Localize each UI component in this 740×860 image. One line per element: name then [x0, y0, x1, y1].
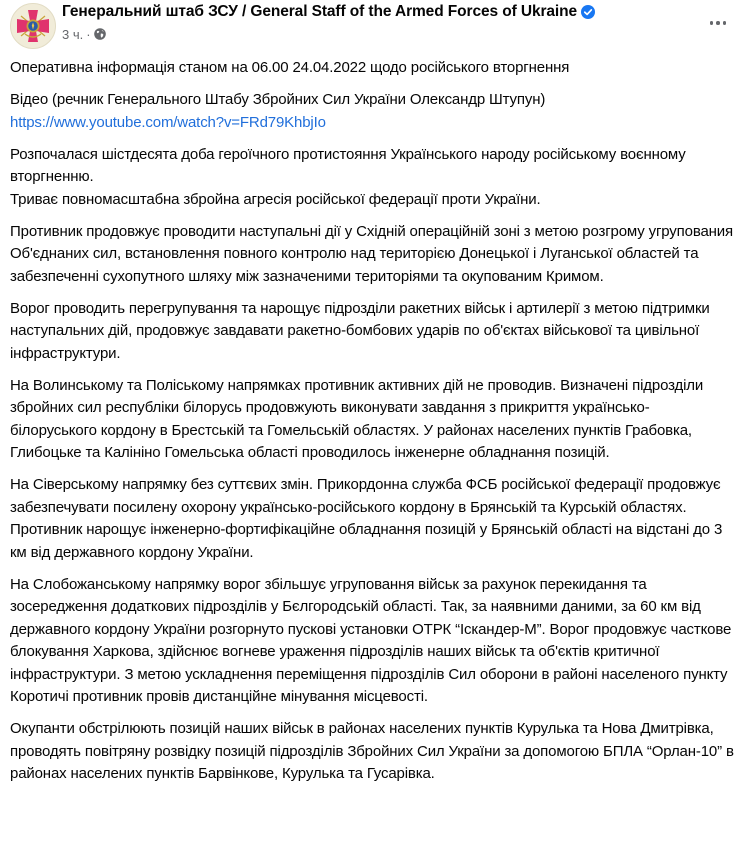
post-paragraph-eastern-zone: Противник продовжує проводити наступальні дії у Східній операційній зоні з метою розгрому угрупования Об'єднаних сил, встановлення повного контролю над територією Донецької і Луганської областей та забезпеченні сухопутного шляху між зазначеними територіями та окупованим Кримом.: [10, 222, 733, 285]
post-paragraph-volyn-polissia: На Волинському та Поліському напрямках противник активних дій не проводив. Визначені підрозділи збройних сил республіки білорусь продовжують виконувати завдання з прикриття українсько-білоруського кордону в Брестській та Гомельській областях. У районах населених пунктів Грабовка, Глибоцьке та Калініно Гомельська області проводилось інженерне обладнання позицій.: [10, 376, 704, 461]
armed-forces-emblem-icon: [11, 4, 55, 48]
author-row: [62, 2, 595, 22]
post-paragraph-regrouping: Ворог проводить перегрупування та нарощує підрозділи ракетних військ і артилерії з метою підтримки наступальних дій, продовжує завдавати ракетно-бомбових ударів по об'єктах військової та цивільної інфраструктури.: [10, 299, 710, 362]
post-header: [0, 0, 740, 52]
post-meta: [62, 26, 106, 42]
more-options-button[interactable]: [700, 14, 736, 32]
globe-icon: [94, 28, 106, 40]
post-paragraph-intro: [10, 144, 736, 212]
post-paragraph-title: Оперативна інформація станом на 06.00 24.04.2022 щодо російського вторгнення: [10, 59, 570, 76]
page-name-link[interactable]: Генеральний штаб ЗСУ / General Staff of the Armed Forces of Ukraine: [62, 3, 578, 20]
video-caption: Відео (речник Генерального Штабу Збройних Сил України Олександр Штупун): [10, 91, 546, 108]
more-dot: [723, 21, 727, 25]
post-paragraph-occupants: Окупанти обстрілюють позицій наших військ в районах населених пунктів Курулька та Нова Дмитрівка, проводять повітряну розвідку позицій підрозділів Збройних Сил України за допомогою БПЛА “Орлан-10” в районах населених пунктів Барвінкове, Курулька та Гусарівка.: [10, 720, 734, 782]
page-avatar[interactable]: [10, 3, 56, 49]
more-horizontal-icon: [710, 21, 714, 25]
intro-line-2: Триває повномасштабна збройна агресія російської федерації проти України.: [10, 190, 541, 208]
more-dot: [716, 21, 720, 25]
youtube-link[interactable]: https://www.youtube.com/watch?v=FRd79KhbjIo: [10, 113, 326, 131]
post-paragraph-siversk: На Сіверському напрямку без суттєвих змін. Прикордонна служба ФСБ російської федерації продовжує забезпечувати посилену охорону українсько-російського кордону в Брянській та Курській областях. Противник нарощує інженерно-фортифікаційне обладнання позицій у Брянській області на відстані до 3 км від державного кордону України.: [10, 476, 723, 561]
verified-badge-icon: [581, 5, 595, 19]
post-timestamp[interactable]: 3 ч.: [62, 26, 84, 42]
intro-line-1: Розпочалася шістдесята доба героїчного протистояння Українського народу російському воєнному вторгненню.: [10, 145, 686, 185]
post-paragraph-slobozhansk: На Слобожанському напрямку ворог збільшує угруповання військ за рахунок перекидання та зосередження додаткових підрозділів у Бєлгородській області. Так, за наявними даними, за 60 км від державного кордону України розгорнуто пускові установки ОТРК “Іскандер-М”. Ворог продовжує часткове блокування Харкова, здійснює вогневе ураження підрозділів наших військ та об'єктів критичної інфраструктури. З метою ускладнення переміщення підрозділів Сил оборони в районі населеного пункту Коротичі противник провів дистанційне мінування місцевості.: [10, 575, 732, 705]
meta-separator: ·: [86, 26, 91, 42]
post-body: [10, 57, 736, 795]
post-paragraph-video: [10, 89, 736, 134]
